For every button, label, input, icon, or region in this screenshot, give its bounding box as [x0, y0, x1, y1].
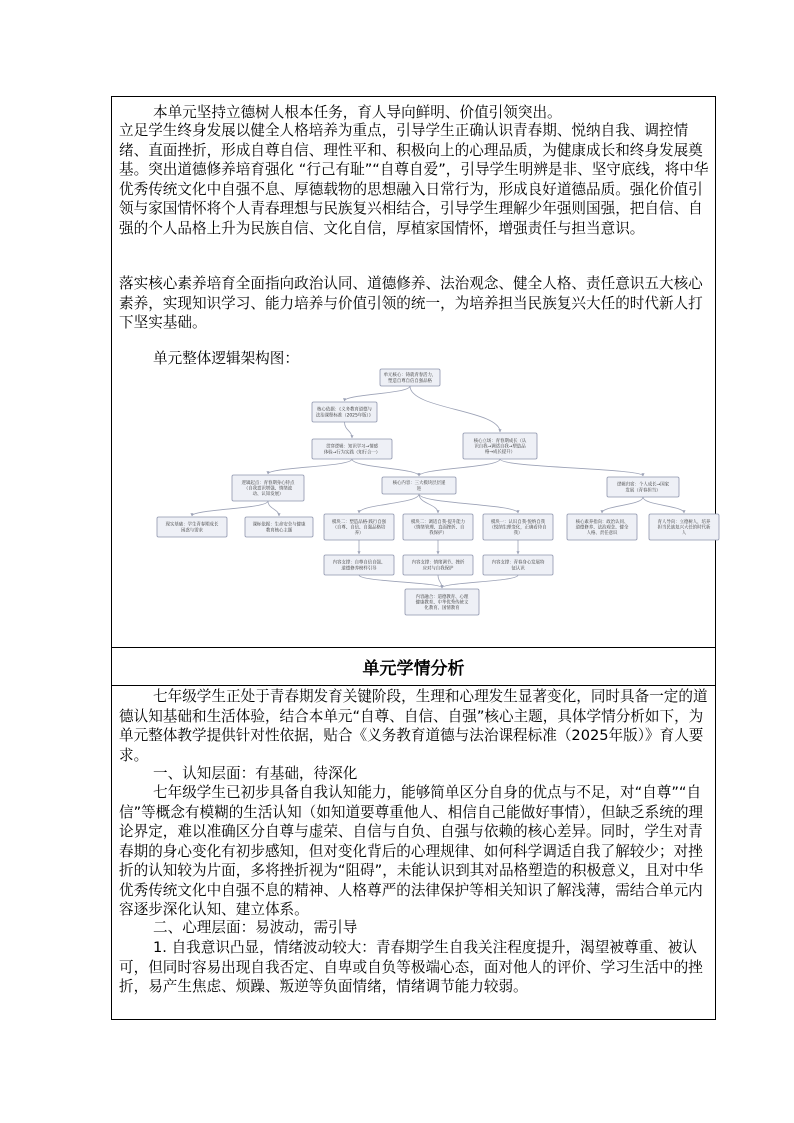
diagram-node-label: 人: [681, 531, 687, 537]
diagram-node: [405, 589, 479, 615]
diagram-caption: 单元整体逻辑架构图：: [153, 350, 299, 367]
diagram-node-label: 养）: [354, 531, 364, 537]
logic-framework-diagram: [137, 367, 711, 632]
diagram-node-label: 征认识: [511, 566, 525, 572]
diagram-connector: [345, 386, 411, 401]
goals-paragraph-1: 本单元坚持立德树人根本任务，育人导向鲜明、价值引领突出。: [153, 104, 562, 121]
analysis-cognitive-paragraph: 七年级学生已初步具备自我认知能力，能够简单区分自身的优点与不足，对“自尊”“自信”等概念有模糊的生活认知（如知道要尊重他人、相信自己能做好事情），但缺乏系统的理论界定，难以准确区分自尊与虚荣、自信与自负、自强与依赖的核心差异。同时，学生对青春期的身心变化有初步感知，但对变化背后的心理规律、如何科学调适自我了解较少；对挫折的认知较为片面，多将挫折视为“阻碍”，未能认识到其对品格塑造的积极意义，且对中华优秀传统文化中自强不息的精神、人格尊严的法律保护等相关知识了解浅薄，需结合单元内容逐步深化认知、建立体系。: [119, 784, 704, 918]
diagram-node-label: 动、认知发展）: [252, 492, 284, 498]
diagram-node-label: 内容支撑：自尊自信自强、: [332, 560, 386, 566]
diagram-node: [157, 517, 227, 537]
diagram-node: [483, 555, 553, 575]
diagram-node-label: （情绪管理、直面挫折、自: [411, 525, 465, 531]
diagram-node-label: 单元核心：铸就青春活力，: [383, 373, 437, 379]
diagram-node: [483, 514, 553, 540]
diagram-node: [607, 477, 679, 497]
diagram-node-label: 法治课程标准（2025年版）》: [315, 413, 374, 419]
diagram-node-label: 课标依据：生命安全与健康: [252, 522, 306, 528]
diagram-node-label: 内容支撑：情绪调节、挫折: [411, 560, 465, 566]
diagram-node: [324, 514, 394, 540]
diagram-node: [324, 555, 394, 575]
diagram-node-label: 逻辑归宿：个人成长→国家: [617, 482, 669, 488]
diagram-node-label: 核心依据：《义务教育道德与: [317, 407, 372, 413]
goals-paragraph-2: 立足学生终身发展以健全人格培养为重点，引导学生正确认识青春期、悦纳自我、调控情绪、直面挫折，形成自尊自信、理性平和、积极向上的心理品质，为健康成长和终身发展奠基。突出道德修养培育强化 “行己有耻”“自尊自爱”，引导学生明辨是非、坚守底线，将中华优秀传统文化中自强不息、厚德载物的思想融入日常行为，形成良好道德品质。强化价值引领与家国情怀将个人青春理想与民族复兴相结合，引导学生理解少年强则国强，把自信、自强的个人品格上升为民族自信、文化自信，厚植家国情怀，增强责任与担当意识。: [119, 122, 709, 237]
diagram-connector: [500, 459, 643, 476]
diagram-connector: [268, 459, 352, 474]
diagram-node-label: 教育核心主题: [265, 528, 293, 534]
diagram-node-label: 我）: [513, 531, 523, 537]
analysis-heading-cognitive: 一、认知层面：有基础，待深化: [153, 765, 358, 782]
diagram-node-label: 育人导向：立德树人，培养: [657, 519, 711, 525]
diagram-node: [403, 555, 473, 575]
diagram-node-label: 塑造自尊自信自强品格: [388, 378, 432, 384]
diagram-connector: [602, 497, 643, 513]
diagram-node-label: 应对与自我保护: [422, 566, 454, 572]
diagram-node-label: 识自我→调适自我→塑造品: [474, 444, 526, 450]
diagram-node: [245, 517, 313, 537]
diagram-node-label: 内容融合：道德教育、心理: [415, 594, 469, 600]
diagram-node: [382, 477, 456, 494]
analysis-intro: 七年级学生正处于青春期发育关键阶段，生理和心理发生显著变化，同时具备一定的道德认知基础和生活体验，结合本单元“自尊、自信、自强”核心主题，具体学情分析如下，为单元整体教学提供针对性依据，贴合《义务教育道德与法治课程标准（2025年版）》育人要求。: [119, 688, 708, 764]
diagram-connector: [419, 459, 500, 476]
diagram-node-label: 发展（青春担当）: [625, 488, 661, 494]
diagram-node-label: 核心立场：青春期成长（认: [473, 438, 527, 444]
diagram-node-label: 困惑与需求: [181, 528, 203, 534]
diagram-node: [649, 514, 719, 540]
diagram-node-label: 逻辑起点：青春期身心特点: [241, 480, 295, 486]
diagram-connector: [192, 501, 268, 516]
diagram-node-label: 化教育、国情教育: [424, 606, 460, 612]
diagram-node-label: 进: [416, 486, 422, 492]
diagram-node: [232, 475, 304, 501]
diagram-node-label: 核心内容：三大模块层层递: [392, 481, 446, 487]
diagram-node-label: 模块二：塑造品格·践行自强: [331, 519, 387, 525]
diagram-node-label: 内容支撑：青春身心发展特: [491, 560, 545, 566]
diagram-node-label: 现实基础：学生青春期成长: [165, 522, 219, 528]
unit-goals-cell: [112, 97, 715, 648]
diagram-node-label: 格→成长提升）: [484, 450, 516, 456]
diagram-node-label: 健康教育、中华优秀传统文: [415, 600, 469, 606]
diagram-node-label: 模块二：调适自我·提升能力: [410, 519, 466, 525]
diagram-node-label: （悦纳生理变化，正确看待自: [489, 525, 547, 531]
diagram-node: [463, 433, 537, 459]
diagram-connector: [643, 497, 684, 513]
diagram-connector: [345, 422, 353, 438]
diagram-node-label: 贯穿逻辑：知识学习→情感: [326, 444, 378, 450]
diagram-node: [312, 402, 377, 422]
diagram-node-label: 担当民族复兴大任的时代新: [657, 525, 711, 531]
diagram-connector: [268, 501, 279, 516]
goals-paragraph-3: 落实核心素养培育全面指向政治认同、道德修养、法治观念、健全人格、责任意识五大核心素养，实现知识学习、能力培养与价值引领的统一，为培养担当民族复兴大任的时代新人打下坚实基础。: [119, 275, 703, 331]
diagram-node-label: 我保护）: [429, 531, 447, 537]
diagram-connector: [359, 575, 442, 588]
diagram-node-label: 人格、责任意识: [586, 531, 618, 537]
diagram-node: [380, 369, 440, 386]
document-table: [111, 96, 716, 1020]
diagram-node-label: 道德修养、法治观念、健全: [575, 525, 629, 531]
diagram-connector: [442, 575, 518, 588]
learner-analysis-cell: [112, 686, 715, 1019]
diagram-node: [403, 514, 473, 540]
diagram-node: [312, 439, 392, 459]
diagram-node: [567, 514, 637, 540]
diagram-connector: [419, 494, 518, 513]
diagram-connector: [410, 386, 500, 432]
diagram-node-label: 道德修养榜样引导: [341, 566, 377, 572]
diagram-node-label: 核心素养指向：政治认同、: [575, 519, 629, 525]
diagram-node-label: 模块一：认识自我·悦纳自我: [490, 519, 546, 525]
diagram-connector: [359, 494, 419, 513]
diagram-connector: [352, 459, 419, 476]
diagram-node-label: 体验→行为实践（知行合一）: [323, 450, 381, 456]
analysis-psychological-paragraph: 1. 自我意识凸显，情绪波动较大：青春期学生自我关注程度提升，渴望被尊重、被认可，但同时容易出现自我否定、自卑或自负等极端心态，面对他人的评价、学习生活中的挫折，易产生焦虑、烦躁、叛逆等负面情绪，情绪调节能力较弱。: [119, 939, 703, 995]
analysis-heading-psychological: 二、心理层面：易波动，需引导: [153, 919, 358, 936]
section-header: 单元学情分析: [112, 648, 715, 686]
diagram-node-label: （自我意识增强、情绪波: [243, 486, 293, 492]
diagram-node-label: （自尊、自信、自强品格培: [332, 525, 386, 531]
